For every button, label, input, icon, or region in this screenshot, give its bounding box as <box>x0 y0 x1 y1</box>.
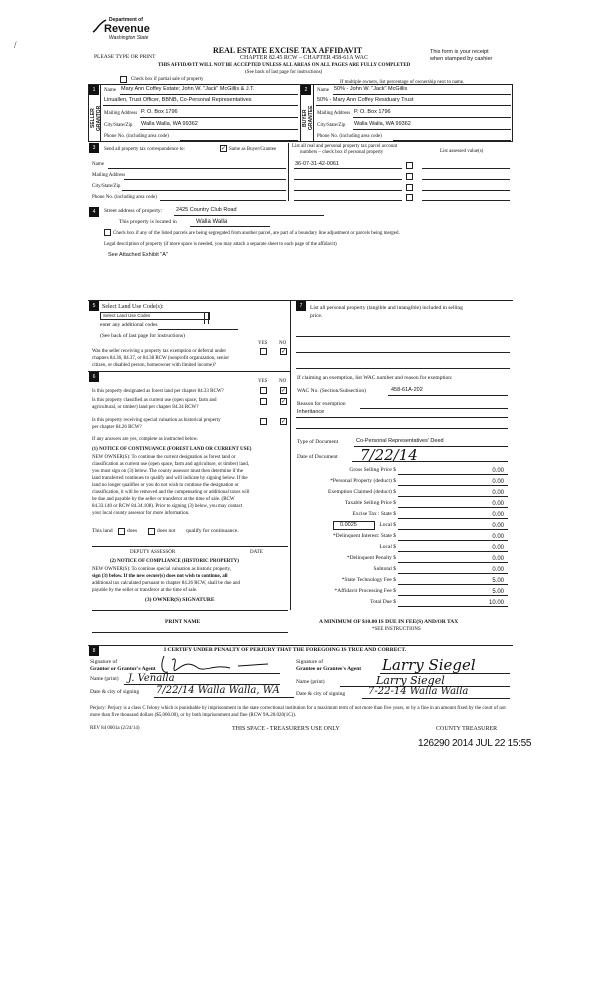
segregated-checkbox[interactable] <box>104 229 111 236</box>
located-in-label: This property is located in <box>119 219 177 225</box>
parcel-header-2: numbers – check box if personal property <box>300 150 384 155</box>
parcel-number-1[interactable]: 36-07-31-42-0061 <box>295 161 340 167</box>
local-rate-box[interactable] <box>333 521 375 530</box>
reason-label: Reason for exemption <box>297 401 346 407</box>
grantee-date-city-label: Date & city of signing <box>296 691 346 697</box>
historic-yes-checkbox[interactable] <box>260 418 267 425</box>
revenue-logo <box>92 16 162 42</box>
segregated-label: Check box if any of the listed parcels are being segregated from another parcel, are part of a boundary line adjustment or parcels being merged. <box>113 231 400 236</box>
notice1-line-3: you must sign on (3) below. The county assessor must then determine if the <box>92 469 243 474</box>
section5-yes-checkbox[interactable] <box>260 348 267 355</box>
historic-question-2: per chapter 84.26 RCW? <box>92 425 142 430</box>
delinquent-interest-state-label: *Delinquent Interest: State $ <box>332 533 396 539</box>
if-yes-instructions: If any answers are yes, complete as instructed below. <box>92 437 199 442</box>
buyer-mailing-label: Mailing Address <box>317 111 351 116</box>
parcel-4-personal-checkbox[interactable] <box>406 194 413 201</box>
buyer-phone-label: Phone No. (including area code) <box>317 134 382 139</box>
personal-property-deduct-value[interactable]: 0.00 <box>492 479 504 485</box>
state-text: Washington State <box>109 35 149 41</box>
land-does-not-checkbox[interactable] <box>148 528 155 535</box>
see-instructions-note: *SEE INSTRUCTIONS <box>372 627 421 632</box>
section5-question-line1: Was the seller receiving a property tax exemption or deferral under <box>92 349 226 354</box>
parcel-header-1: List all real and personal property tax parcel account <box>292 144 398 149</box>
section-5-number: 5 <box>89 301 99 311</box>
grantee-date-city-value[interactable]: 7-22-14 Walla Walla <box>368 686 469 697</box>
notice1-line-7: be due and payable by the seller or transferor at the time of sale. (RCW <box>92 497 235 502</box>
receipt-text-2: when stamped by cashier <box>430 56 493 62</box>
buyer-city-value[interactable]: Walla Walla, WA 99362 <box>354 121 411 127</box>
notice1-line-6: classification, it will be removed and the compensating or additional taxes will <box>92 490 250 495</box>
section-3-number: 3 <box>89 143 99 153</box>
owner-signature-label: (3) OWNER(S) SIGNATURE <box>145 597 215 603</box>
margin-mark: / <box>14 40 17 50</box>
same-as-buyer-label: Same as Buyer/Grantee <box>229 147 277 152</box>
delinquent-interest-local-label: Local $ <box>379 544 396 550</box>
print-name-label: PRINT NAME <box>165 619 201 625</box>
technology-fee-label: *State Technology Fee $ <box>341 577 396 583</box>
land-does-label: does <box>127 528 138 534</box>
grantee-name-print-label: Name (print) <box>296 679 325 685</box>
section-6-number: 6 <box>89 372 99 382</box>
street-address-value[interactable]: 2425 Country Club Road <box>176 207 237 213</box>
local-rate-value: 0.0025 <box>340 522 357 528</box>
seller-phone-label: Phone No. (including area code) <box>104 134 169 139</box>
reason-value[interactable]: Inheritance <box>297 409 325 415</box>
same-as-buyer-checkbox[interactable]: ✓ <box>221 145 227 152</box>
taxable-selling-value[interactable]: 0.00 <box>492 501 504 507</box>
seller-name-line1[interactable]: Mary Ann Coffey Estate; John W. "Jack" McGillis & J.T. <box>121 86 255 92</box>
buyer-city-label: City/State/Zip <box>317 123 346 128</box>
correspondence-mailing-label: Mailing Address <box>92 173 126 178</box>
section5-no-header: NO <box>279 341 287 346</box>
doc-date-value[interactable]: 7/22/14 <box>360 446 418 464</box>
correspondence-phone-label: Phone No. (including area code) <box>92 195 157 200</box>
grantor-name-print-value[interactable]: J. Venalla <box>128 673 175 684</box>
revenue-text: Revenue <box>104 23 150 35</box>
parcel-3-personal-checkbox[interactable] <box>406 184 413 191</box>
subtotal-value[interactable]: 0.00 <box>492 567 504 573</box>
section-8-number: 8 <box>89 646 99 656</box>
partial-sale-label: Check box if partial sale of property <box>131 77 204 82</box>
section-4-number: 4 <box>89 207 99 217</box>
notice2-line-4: payable by the seller or transferor at the time of sale. <box>92 588 198 593</box>
seller-grantor-label: SELLER GRANTOR <box>90 105 102 131</box>
personal-property-deduct-label: *Personal Property (deduct) $ <box>330 478 396 484</box>
notice2-title: (2) NOTICE OF COMPLIANCE (HISTORIC PROPERTY) <box>110 559 239 564</box>
forest-yes-checkbox[interactable] <box>260 387 267 394</box>
street-address-label: Street address of property: <box>104 208 163 214</box>
dept-of-text: Department of <box>109 17 143 23</box>
notice2-line-2: sign (3) below. If the new owner(s) does not wish to continue, all <box>92 574 228 579</box>
parcel-2-personal-checkbox[interactable] <box>406 173 413 180</box>
notice2-line-1: NEW OWNER(S): To continue special valuation as historic property, <box>92 567 231 572</box>
see-attached-value[interactable]: See Attached Exhibit "A" <box>108 252 168 258</box>
deputy-date-label: DATE <box>250 550 263 555</box>
notice1-line-1: NEW OWNER(S): To continue the current designation as forest land or <box>92 455 236 460</box>
personal-property-label-2: price. <box>310 313 323 319</box>
historic-question-1: Is this property receiving special valuation as historical property <box>92 418 221 423</box>
receipt-text-1: This form is your receipt <box>430 49 489 55</box>
partial-sale-checkbox[interactable] <box>120 76 127 83</box>
legal-desc-label: Legal description of property (if more space is needed, you may attach a separate sheet to each page of the affidavit) <box>104 242 337 247</box>
seller-name-label: Name <box>104 88 116 93</box>
total-due-value[interactable]: 10.00 <box>488 600 504 606</box>
multiple-owners-note: If multiple owners, list percentage of ownership next to name. <box>340 80 465 85</box>
grantee-signature-label-1: Signature of <box>296 659 324 665</box>
exemption-claimed-label: Exemption Claimed (deduct) $ <box>328 489 396 495</box>
grantor-signature-label-2: Grantor or Grantor's Agent <box>90 666 156 672</box>
grantee-signature-label-2: Grantee or Grantee's Agent <box>296 666 362 672</box>
buyer-grantee-label: BUYER GRANTEE <box>302 105 314 131</box>
land-use-dropdown[interactable] <box>100 312 210 320</box>
forest-land-question: Is this property designated as forest land per chapter 84.33 RCW? <box>92 389 224 394</box>
treasurer-space-label: THIS SPACE - TREASURER'S USE ONLY <box>232 726 340 732</box>
minimum-fee-note: A MINIMUM OF $10.00 IS DUE IN FEE(S) AND/OR TAX <box>319 619 459 625</box>
wac-label: WAC No. (Section/Subsection) <box>297 388 366 394</box>
grantee-name-print-value[interactable]: Larry Siegel <box>376 674 445 687</box>
notice1-line-4: land transferred continues to qualify and will indicate by signing below. If the <box>92 476 248 481</box>
delinquent-penalty-label: *Delinquent Penalty $ <box>346 555 396 561</box>
historic-no-checkbox[interactable]: ✓ <box>281 418 287 425</box>
gross-selling-label: Gross Selling Price $ <box>349 467 396 473</box>
see-back-text: (See back of last page for instructions) <box>245 70 323 75</box>
seller-name-line2[interactable]: Linuallen, Trust Officer, BBNB, Co-Personal Representatives <box>104 97 252 103</box>
seller-mailing-value[interactable]: P. O. Box 1796 <box>141 109 178 115</box>
perjury-notice: Perjury: Perjury is a class C felony which is punishable by imprisonment in the state correctional institution for a maximum term of not more than five years, or by a fine in an amount fixed by the court of not more than five thousand dollars ($5,000.00), or by both imprisonment and fine (RCW 9A.20.020(1C)). <box>90 706 506 718</box>
section5-question-line2: chapters 84.36, 84.37, or 84.38 RCW (nonprofit organization, senior <box>92 356 230 361</box>
parcel-1-personal-checkbox[interactable] <box>406 162 413 169</box>
wac-value[interactable]: 458-61A-202 <box>391 387 423 393</box>
excise-local-label: Local $ <box>379 522 396 528</box>
doc-date-label: Date of Document <box>297 454 338 460</box>
grantor-name-print-label: Name (print) <box>90 676 119 682</box>
total-due-label: Total Due $ <box>370 599 396 605</box>
form-title: REAL ESTATE EXCISE TAX AFFIDAVIT <box>213 46 363 55</box>
this-land-label: This land <box>92 528 113 534</box>
section5-no-checkbox[interactable]: ✓ <box>281 348 287 355</box>
county-treasurer-label: COUNTY TREASURER <box>436 726 498 732</box>
land-use-label: Select Land Use Code(s): <box>102 304 164 310</box>
section5-question-line3: citizen, or disabled person, homeowner with limited income)? <box>92 363 216 368</box>
land-does-not-label: does not <box>157 528 176 534</box>
current-use-question-1: Is this property classified as current use (open space, farm and <box>92 398 217 403</box>
delinquent-interest-state-value[interactable]: 0.00 <box>492 534 504 540</box>
deputy-assessor-label: DEPUTY ASSESSOR <box>130 550 176 555</box>
section5-yes-header: YES <box>258 341 268 346</box>
section-1-number: 1 <box>89 85 99 95</box>
grantor-date-city-label: Date & city of signing <box>90 689 140 695</box>
gross-selling-value[interactable]: 0.00 <box>492 468 504 474</box>
notice2-line-3: additional tax calculated pursuant to chapter 84.26 RCW, shall be due and <box>92 581 240 586</box>
land-does-checkbox[interactable] <box>118 528 125 535</box>
grantor-signature-label-1: Signature of <box>90 659 118 665</box>
processing-fee-value[interactable]: 5.00 <box>492 589 504 595</box>
current-use-yes-checkbox[interactable] <box>260 398 267 405</box>
notice1-line-2: classification as current use (open space, farm and agriculture, or timber) land, <box>92 462 250 467</box>
excise-state-label: Excise Tax : State $ <box>352 511 396 517</box>
seller-mailing-label: Mailing Address <box>104 111 138 116</box>
processing-fee-label: *Affidavit Processing Fee $ <box>334 588 396 594</box>
correspondence-city-label: City/State/Zip <box>92 184 121 189</box>
additional-codes-label: enter any additional codes <box>100 322 158 328</box>
grantor-signature[interactable] <box>158 652 278 676</box>
notice1-line-5: land no longer qualifies or you do not wish to continue the designation or <box>92 483 239 488</box>
send-to-label: Send all property tax correspondence to: <box>104 147 185 152</box>
excise-state-value[interactable]: 0.00 <box>492 512 504 518</box>
chapter-text: CHAPTER 82.45 RCW – CHAPTER 458-61A WAC <box>240 55 368 61</box>
exemption-claim-label: If claiming an exemption, list WAC number and reason for exemption: <box>297 375 453 381</box>
section5-see-back: (See back of last page for instructions) <box>100 333 185 339</box>
current-use-no-checkbox[interactable]: ✓ <box>281 398 287 405</box>
assessed-header: List assessed value(s) <box>440 149 484 154</box>
buyer-mailing-value[interactable]: P. O. Box 1796 <box>354 109 391 115</box>
qualify-label: qualify for continuance. <box>186 528 239 534</box>
delinquent-interest-local-value[interactable]: 0.00 <box>492 545 504 551</box>
technology-fee-value[interactable]: 5.00 <box>492 578 504 584</box>
warning-text: THIS AFFIDAVIT WILL NOT BE ACCEPTED UNLESS ALL AREAS ON ALL PAGES ARE FULLY COMPLETED <box>158 63 411 68</box>
correspondence-name-label: Name <box>92 162 104 167</box>
doc-type-label: Type of Document <box>297 439 339 445</box>
seller-city-label: City/State/Zip <box>104 123 133 128</box>
grantee-signature[interactable]: Larry Siegel <box>382 656 476 674</box>
section6-no-header: NO <box>279 379 287 384</box>
section6-yes-header: YES <box>258 379 268 384</box>
personal-property-label-1: List all personal property (tangible and intangible) included in selling <box>310 305 463 311</box>
taxable-selling-label: Taxable Selling Price $ <box>344 500 396 506</box>
receipt-stamp: 126290 2014 JUL 22 15:55 <box>418 738 532 749</box>
buyer-name-line1[interactable]: 50% - John W. "Jack" McGillis <box>334 86 408 92</box>
excise-local-value[interactable]: 0.00 <box>492 523 504 529</box>
forest-no-checkbox[interactable]: ✓ <box>281 387 287 394</box>
subtotal-label: Subtotal $ <box>373 566 396 572</box>
notice1-title: (1) NOTICE OF CONTINUANCE (FOREST LAND OR CURRENT USE) <box>92 447 252 452</box>
land-use-dropdown-text: Select Land Use Codes <box>103 313 151 318</box>
form-revision: REV 84 0001a (2/24/14) <box>90 726 140 731</box>
seller-city-value[interactable]: Walla Walla, WA 99362 <box>141 121 198 127</box>
section-7-number: 7 <box>296 301 306 311</box>
notice1-line-8: 84.33.140 or RCW 84.34.108). Prior to signing (3) below, you may contact <box>92 504 243 509</box>
certify-statement: I CERTIFY UNDER PENALTY OF PERJURY THAT THE FOREGOING IS TRUE AND CORRECT. <box>164 647 407 653</box>
type-or-print: PLEASE TYPE OR PRINT <box>94 54 156 60</box>
exemption-claimed-value[interactable]: 0.00 <box>492 490 504 496</box>
notice1-line-9: your local county assessor for more information. <box>92 511 190 516</box>
current-use-question-2: agricultural, or timber) land per chapter 84.34 RCW? <box>92 405 199 410</box>
section-2-number: 2 <box>301 85 311 95</box>
grantor-date-city-value[interactable]: 7/22/14 Walla Walla, WA <box>156 685 280 696</box>
located-in-value[interactable]: Walla Walla <box>196 219 228 225</box>
buyer-name-line2[interactable]: 50% - Mary Ann Coffey Residuary Trust <box>317 97 414 103</box>
doc-type-value[interactable]: Co-Personal Representatives' Deed <box>356 438 444 444</box>
delinquent-penalty-value[interactable]: 0.00 <box>492 556 504 562</box>
buyer-name-label: Name <box>317 88 329 93</box>
